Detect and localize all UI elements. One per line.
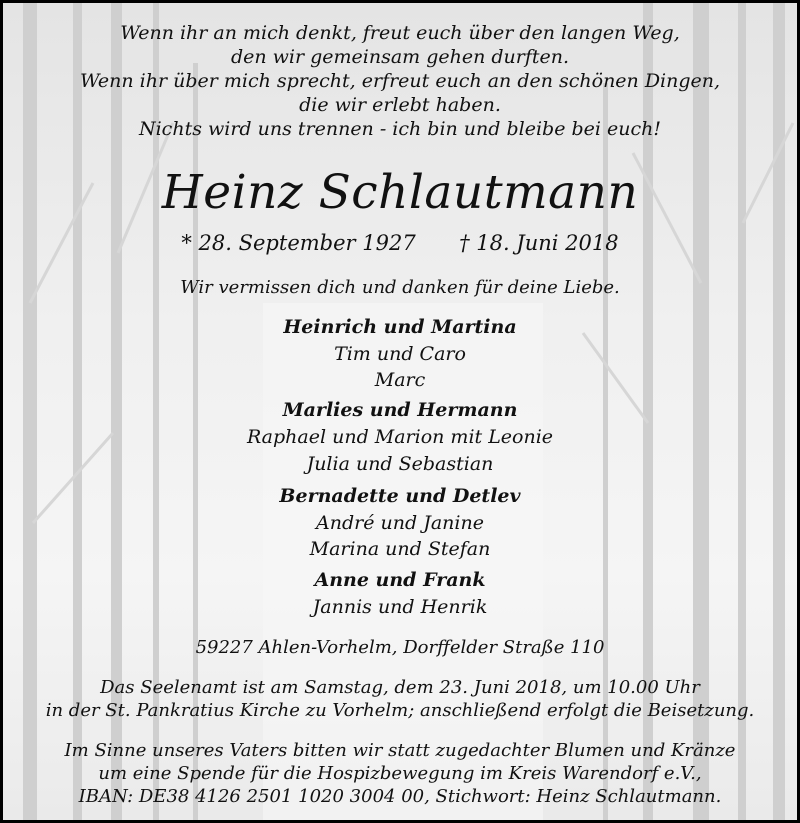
family-member: André und Janine (316, 512, 484, 534)
family-member: Julia und Sebastian (306, 453, 494, 475)
verse-line: die wir erlebt haben. (299, 94, 501, 116)
address-line: 59227 Ahlen-Vorhelm, Dorffelder Straße 110 (195, 637, 605, 658)
life-dates (3, 231, 797, 255)
family-member: Marc (374, 369, 426, 391)
family-head: Anne und Frank (314, 569, 486, 591)
birth-date: * 28. September 1927 (181, 231, 416, 255)
donation-line: um eine Spende für die Hospizbewegung im Kreis Warendorf e.V., (98, 763, 702, 784)
family-member: Tim und Caro (334, 343, 466, 365)
donation-line: IBAN: DE38 4126 2501 1020 3004 00, Stichwort: Heinz Schlautmann. (78, 786, 722, 807)
death-date: † 18. Juni 2018 (459, 231, 619, 255)
service-line: in der St. Pankratius Kirche zu Vorhelm; anschließend erfolgt die Beisetzung. (45, 700, 755, 721)
verse-line: den wir gemeinsam gehen durften. (230, 46, 570, 68)
donation-line: Im Sinne unseres Vaters bitten wir statt zugedachter Blumen und Kränze (64, 740, 736, 761)
family-member: Raphael und Marion mit Leonie (246, 426, 554, 448)
deceased-name: Heinz Schlautmann (161, 165, 639, 220)
family-head: Heinrich und Martina (283, 316, 517, 338)
verse-line: Wenn ihr an mich denkt, freut euch über den langen Weg, (120, 22, 680, 44)
family-member: Marina und Stefan (309, 538, 491, 560)
family-head: Bernadette und Detlev (279, 485, 521, 507)
thanks-line: Wir vermissen dich und danken für deine Liebe. (180, 277, 620, 298)
family-member: Jannis und Henrik (312, 596, 488, 618)
family-head: Marlies und Hermann (282, 399, 518, 421)
verse-line: Nichts wird uns trennen - ich bin und bleibe bei euch! (138, 118, 662, 140)
verse-line: Wenn ihr über mich sprecht, erfreut euch an den schönen Dingen, (79, 70, 721, 92)
service-line: Das Seelenamt ist am Samstag, dem 23. Juni 2018, um 10.00 Uhr (100, 677, 700, 698)
